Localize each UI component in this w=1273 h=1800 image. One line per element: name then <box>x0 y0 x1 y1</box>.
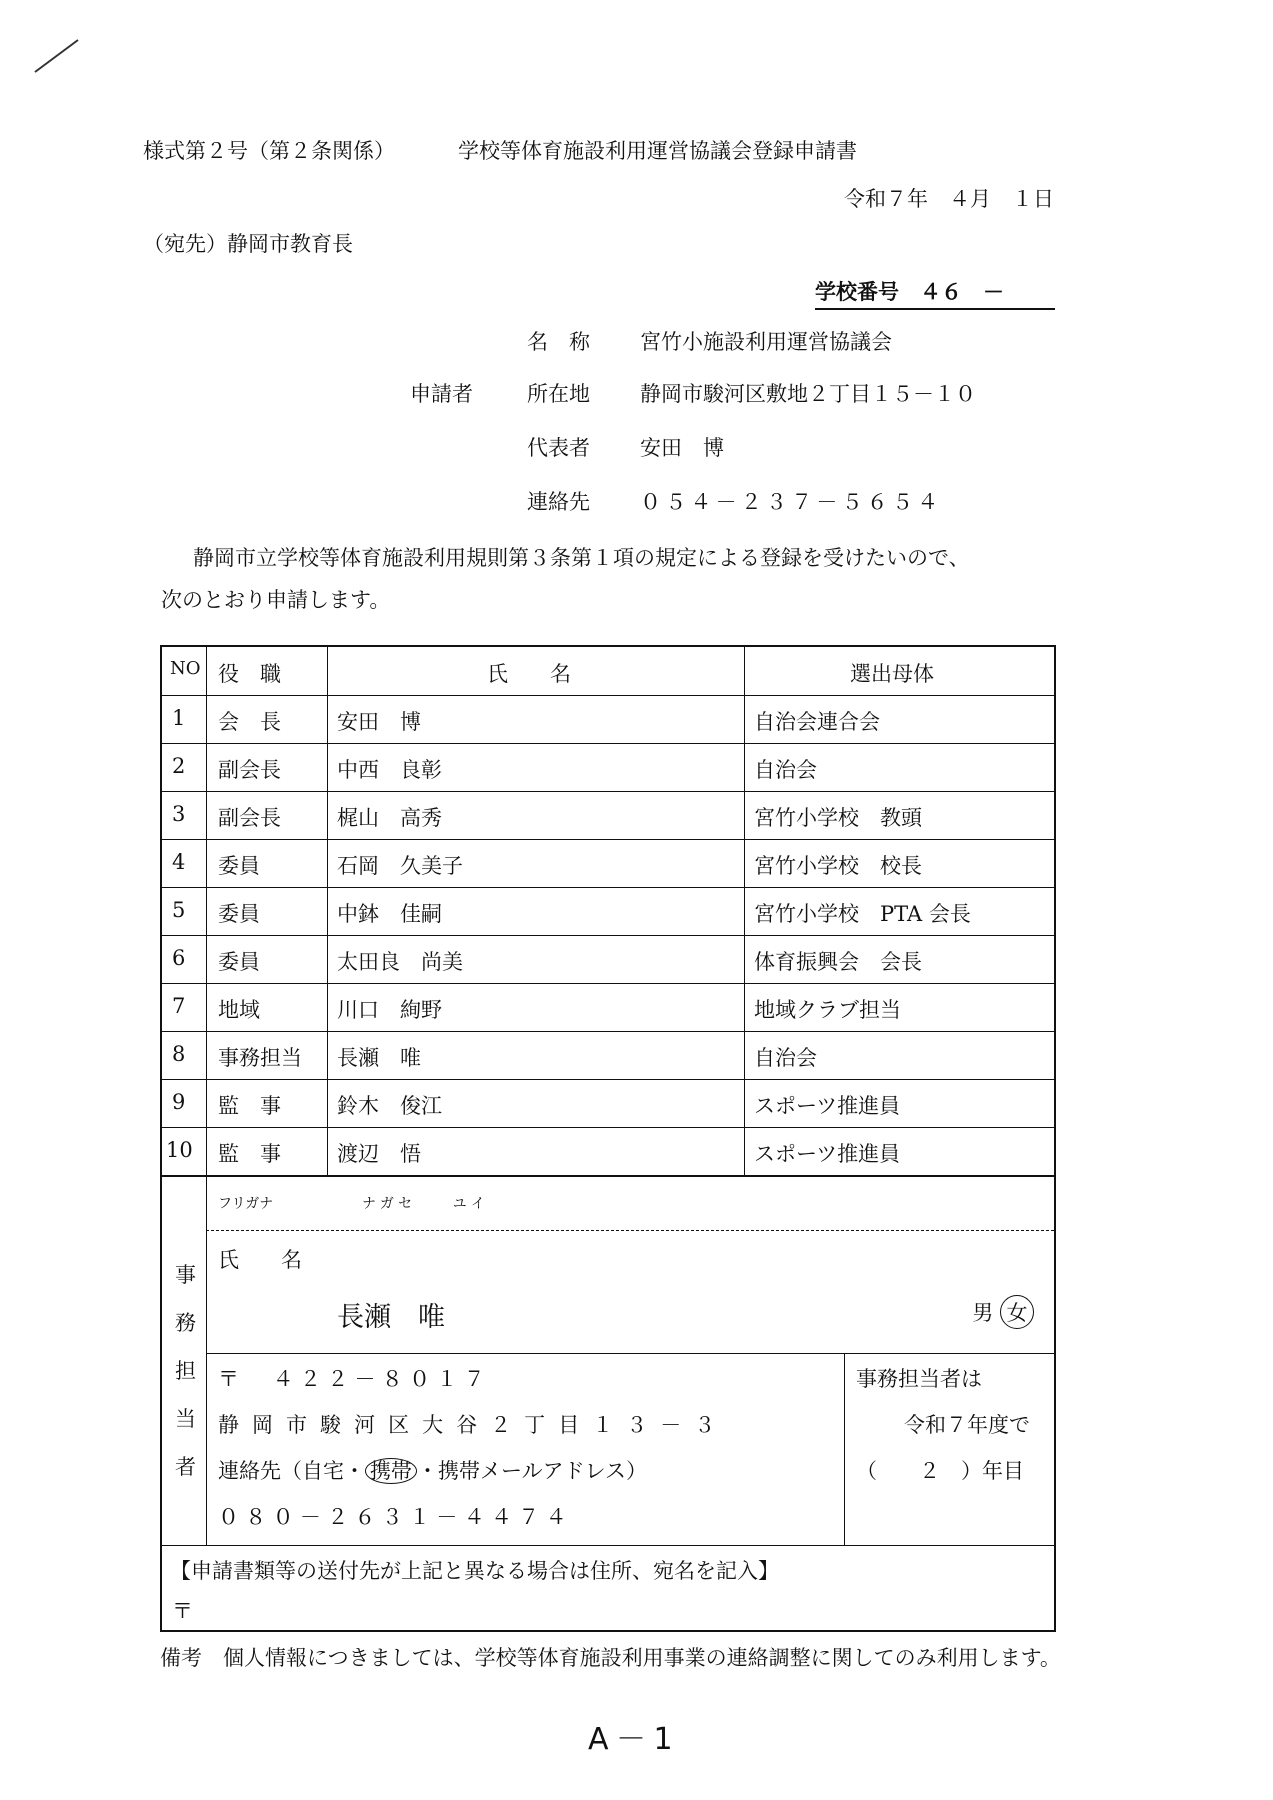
row-6-name: 太田良 尚美 <box>337 950 463 974</box>
row-9-role: 監 事 <box>218 1094 281 1118</box>
row-9-org: スポーツ推進員 <box>754 1094 901 1118</box>
applicant-name-label: 名 称 <box>527 330 590 354</box>
row-7-name: 川口 絢野 <box>337 998 442 1022</box>
applicant-rep: 安田 博 <box>640 436 724 460</box>
row-8-name: 長瀬 唯 <box>337 1046 421 1070</box>
row-8-no: 8 <box>172 1042 186 1066</box>
row-8-org: 自治会 <box>754 1046 817 1070</box>
gender-male: 男 <box>972 1301 994 1325</box>
row-5-role: 委員 <box>218 902 260 926</box>
gender-select <box>972 1295 1034 1329</box>
header-name: 氏 名 <box>487 662 571 686</box>
row-1-name: 安田 博 <box>337 710 421 734</box>
row-6-no: 6 <box>172 946 186 970</box>
row-6-role: 委員 <box>218 950 260 974</box>
row-4-org: 宮竹小学校 校長 <box>754 854 922 878</box>
contact-prefix: 連絡先（自宅・ <box>218 1459 365 1483</box>
row-2-role: 副会長 <box>218 758 281 782</box>
row-10-role: 監 事 <box>218 1142 281 1166</box>
application-date: 令和７年 ４月 １日 <box>844 187 1054 211</box>
header-role: 役 職 <box>218 662 281 686</box>
addressee: （宛先）静岡市教育長 <box>143 232 353 256</box>
pen-mark <box>32 36 82 76</box>
mailing-label: 【申請書類等の送付先が上記と異なる場合は住所、宛名を記入】 <box>170 1559 779 1583</box>
row-3-org: 宮竹小学校 教頭 <box>754 806 922 830</box>
applicant-name: 宮竹小施設利用運営協議会 <box>640 330 892 354</box>
row-2-org: 自治会 <box>754 758 817 782</box>
document-title: 学校等体育施設利用運営協議会登録申請書 <box>458 139 857 163</box>
remark: 備考 個人情報につきましては、学校等体育施設利用事業の連絡調整に関してのみ利用します。 <box>160 1646 1061 1670</box>
form-id: 様式第２号（第２条関係） <box>143 139 395 163</box>
furigana-label: フリガナ <box>218 1196 274 1212</box>
clerk-side-char-5: 者 <box>175 1455 196 1479</box>
header-org: 選出母体 <box>850 662 934 686</box>
clerk-contact-type <box>218 1455 647 1485</box>
applicant-rep-label: 代表者 <box>527 436 590 460</box>
row-1-role: 会 長 <box>218 710 281 734</box>
row-5-org: 宮竹小学校 PTA 会長 <box>754 902 971 926</box>
row-2-no: 2 <box>172 754 186 778</box>
row-7-role: 地域 <box>218 998 260 1022</box>
applicant-label: 申請者 <box>410 382 473 406</box>
clerk-postal: 〒 ４２２－８０１７ <box>218 1367 491 1391</box>
row-7-no: 7 <box>172 994 186 1018</box>
clerk-furigana: ナガセ ユイ <box>362 1196 490 1212</box>
contact-mobile-circled: 携帯 <box>365 1458 417 1484</box>
page-number: A－1 <box>588 1722 681 1757</box>
request-text-line-2: 次のとおり申請します。 <box>161 588 391 612</box>
row-3-role: 副会長 <box>218 806 281 830</box>
clerk-side-char-4: 当 <box>175 1407 196 1431</box>
row-6-org: 体育振興会 会長 <box>754 950 922 974</box>
row-2-name: 中西 良彰 <box>337 758 442 782</box>
clerk-side-char-2: 務 <box>175 1311 196 1335</box>
clerk-phone: ０８０－２６３１－４４７４ <box>218 1505 573 1529</box>
clerk-side-char-1: 事 <box>175 1263 196 1287</box>
tenure-year: 令和７年度で <box>904 1413 1030 1437</box>
request-text-line-1: 静岡市立学校等体育施設利用規則第３条第１項の規定による登録を受けたいので、 <box>193 546 970 570</box>
applicant-address: 静岡市駿河区敷地２丁目１５－１０ <box>640 382 976 406</box>
tenure-label: 事務担当者は <box>856 1367 982 1391</box>
row-10-no: 10 <box>166 1138 193 1162</box>
applicant-contact: ０５４－２３７－５６５４ <box>640 490 943 514</box>
member-table <box>160 645 1056 1632</box>
clerk-name: 長瀬 唯 <box>337 1302 445 1333</box>
applicant-address-label: 所在地 <box>527 382 590 406</box>
row-5-no: 5 <box>172 898 186 922</box>
clerk-name-label: 氏 名 <box>218 1248 302 1272</box>
row-7-org: 地域クラブ担当 <box>754 998 901 1022</box>
row-3-no: 3 <box>172 802 186 826</box>
clerk-address: 静岡市駿河区大谷２丁目１３－３ <box>218 1413 729 1437</box>
applicant-contact-label: 連絡先 <box>527 490 590 514</box>
row-1-no: 1 <box>172 706 186 730</box>
row-4-role: 委員 <box>218 854 260 878</box>
row-1-org: 自治会連合会 <box>754 710 880 734</box>
gender-female-circled: 女 <box>1000 1295 1034 1329</box>
header-no: NO <box>170 658 201 679</box>
school-number: 学校番号 ４６ － <box>815 276 1055 310</box>
row-10-org: スポーツ推進員 <box>754 1142 901 1166</box>
mailing-postal-mark: 〒 <box>172 1599 193 1623</box>
row-10-name: 渡辺 悟 <box>337 1142 421 1166</box>
row-9-name: 鈴木 俊江 <box>337 1094 442 1118</box>
row-5-name: 中鉢 佳嗣 <box>337 902 442 926</box>
row-9-no: 9 <box>172 1090 186 1114</box>
row-4-no: 4 <box>172 850 186 874</box>
row-3-name: 梶山 高秀 <box>337 806 442 830</box>
tenure-count: （ ２ ）年目 <box>856 1459 1024 1483</box>
contact-suffix: ・携帯メールアドレス） <box>417 1459 647 1483</box>
row-8-role: 事務担当 <box>218 1046 302 1070</box>
clerk-side-char-3: 担 <box>175 1359 196 1383</box>
row-4-name: 石岡 久美子 <box>337 854 463 878</box>
request-text <box>161 537 1073 621</box>
